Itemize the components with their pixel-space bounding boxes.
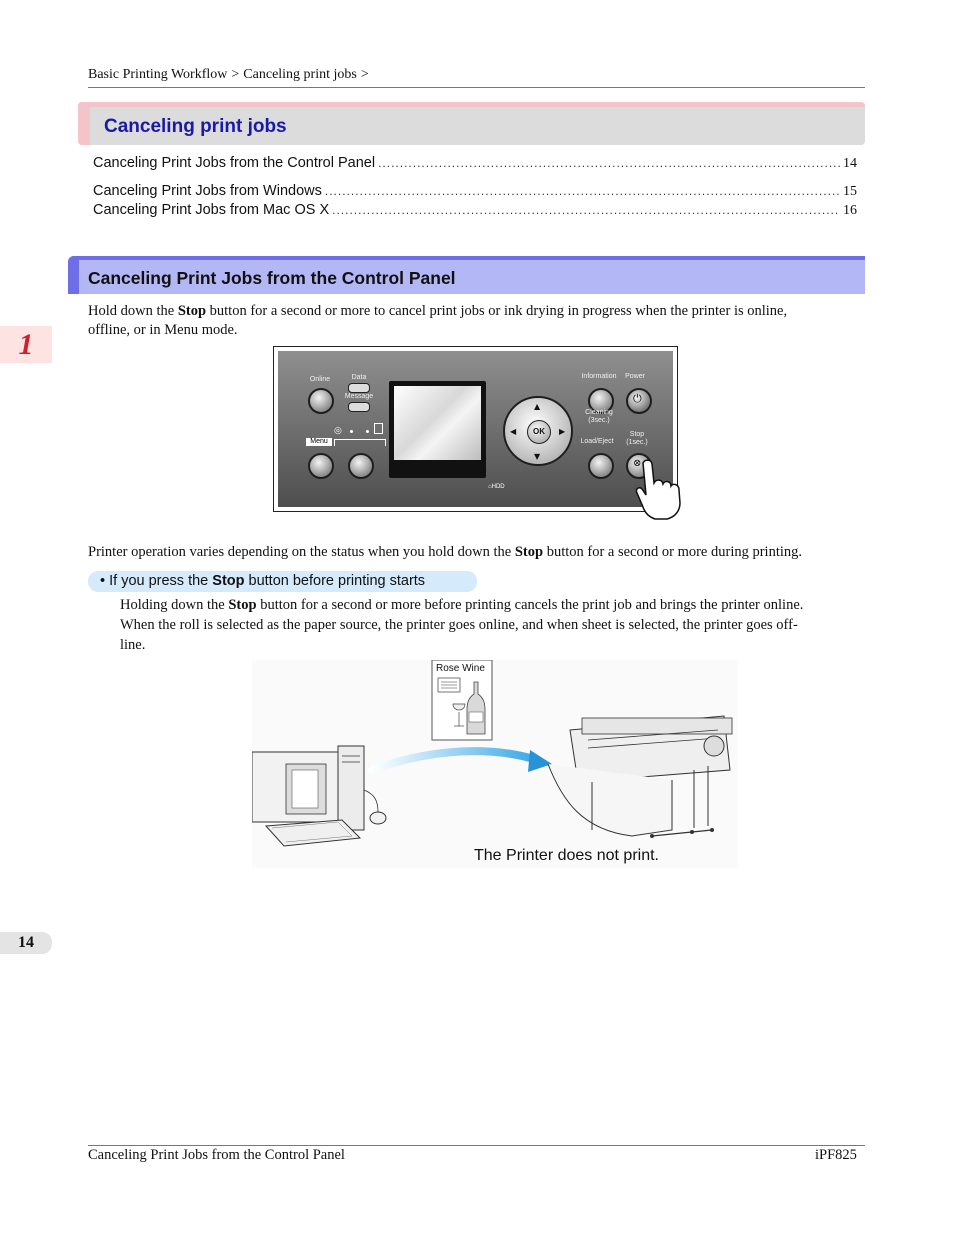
body-text: Holding down the bbox=[120, 597, 229, 613]
intro-text: offline, or in Menu mode. bbox=[88, 322, 238, 338]
paper-icon bbox=[374, 423, 383, 434]
control-panel-body bbox=[278, 351, 673, 507]
toc-leader-dots bbox=[378, 156, 840, 170]
left-arrow-icon: ◀ bbox=[510, 427, 517, 436]
section-heading-accent bbox=[68, 256, 79, 294]
control-panel-image bbox=[273, 346, 678, 512]
toc-entry-title[interactable]: Canceling Print Jobs from Windows bbox=[93, 183, 322, 199]
power-icon: ⏻ bbox=[633, 392, 642, 405]
toc-entry-page[interactable]: 15 bbox=[843, 184, 857, 199]
body-text: button for a second or more before printing cancels the print job and brings the printer online. bbox=[256, 597, 804, 613]
down-arrow-icon: ▼ bbox=[534, 452, 541, 461]
footer-section-title: Canceling Print Jobs from the Control Panel bbox=[88, 1147, 345, 1163]
toc-entry[interactable] bbox=[93, 183, 857, 200]
toc-entry-title[interactable]: Canceling Print Jobs from Mac OS X bbox=[93, 202, 330, 218]
ok-button: OK bbox=[527, 420, 551, 444]
intro-text: Hold down the bbox=[88, 303, 178, 319]
stop-emphasis: Stop bbox=[177, 303, 207, 319]
status-paragraph bbox=[88, 543, 868, 562]
bullet-text: button before printing starts bbox=[244, 573, 426, 589]
bullet-text: If you press the bbox=[109, 573, 213, 589]
toc-entry[interactable] bbox=[93, 155, 857, 172]
status-text: button for a second or more during printing. bbox=[543, 544, 803, 560]
page-number: 14 bbox=[0, 932, 52, 954]
stop-emphasis: Stop bbox=[212, 573, 245, 589]
cleaning-mode-icon: ◎ bbox=[334, 425, 342, 435]
intro-text: button for a second or more to cancel print jobs or ink drying in progress when the printer is online, bbox=[206, 303, 788, 319]
toc-entry[interactable] bbox=[93, 202, 857, 219]
status-text: Printer operation varies depending on the status when you hold down the bbox=[88, 544, 515, 560]
stop-label: Stop bbox=[629, 431, 645, 438]
illustration-caption: The Printer does not print. bbox=[474, 847, 659, 864]
breadcrumb-link-basic-printing-workflow[interactable]: Basic Printing Workflow bbox=[88, 67, 228, 82]
message-label: Message bbox=[344, 393, 374, 400]
header-rule bbox=[88, 87, 865, 88]
footer-model-name: iPF825 bbox=[815, 1147, 857, 1163]
message-indicator bbox=[348, 402, 370, 412]
bullet-heading bbox=[88, 571, 477, 592]
toc-leader-dots bbox=[332, 203, 840, 217]
chapter-title: Canceling print jobs bbox=[104, 116, 287, 137]
power-label: Power bbox=[625, 373, 645, 380]
chapter-heading-accent bbox=[78, 102, 90, 145]
stop-time-label: (1sec.) bbox=[626, 439, 648, 446]
online-label: Online bbox=[309, 376, 331, 383]
online-button bbox=[308, 388, 334, 414]
chapter-heading-accent bbox=[78, 102, 865, 107]
section-title: Canceling Print Jobs from the Control Panel bbox=[88, 268, 456, 288]
breadcrumb-separator: > bbox=[360, 67, 369, 82]
load-eject-label: Load/Eject bbox=[580, 438, 614, 445]
lamp-dot bbox=[366, 430, 369, 433]
cleaning-time-label: (3sec.) bbox=[588, 417, 610, 424]
body-text: When the roll is selected as the paper source, the printer goes online, and when sheet is selected, the printer goes off- bbox=[120, 617, 798, 633]
toc-entry-title[interactable]: Canceling Print Jobs from the Control Panel bbox=[93, 155, 376, 171]
stop-emphasis: Stop bbox=[228, 597, 257, 613]
toc-entry-page[interactable]: 14 bbox=[843, 156, 857, 171]
pointing-hand-icon bbox=[631, 459, 683, 521]
display-screen bbox=[389, 381, 486, 478]
body-text: line. bbox=[120, 637, 146, 653]
load-eject-button bbox=[588, 453, 614, 479]
chapter-tab[interactable]: 1 bbox=[0, 326, 52, 363]
menu-label: Menu bbox=[306, 438, 332, 446]
information-label: Information bbox=[581, 373, 617, 380]
bullet-body-paragraph bbox=[120, 595, 866, 655]
document-label: Rose Wine bbox=[436, 663, 485, 674]
bracket-line bbox=[334, 439, 386, 446]
data-label: Data bbox=[351, 374, 367, 381]
chapter-heading-box bbox=[78, 102, 865, 145]
menu-button bbox=[308, 453, 334, 479]
arrow-button bbox=[348, 453, 374, 479]
breadcrumb-link-canceling-print-jobs[interactable]: Canceling print jobs bbox=[243, 67, 357, 82]
up-arrow-icon: ▲ bbox=[534, 402, 541, 411]
direction-pad bbox=[503, 396, 573, 466]
toc-entry-page[interactable]: 16 bbox=[843, 203, 857, 218]
right-arrow-icon: ▶ bbox=[559, 427, 566, 436]
stop-icon: ⊗ bbox=[633, 458, 642, 469]
power-button bbox=[626, 388, 652, 414]
breadcrumb bbox=[88, 67, 373, 83]
stop-emphasis: Stop bbox=[514, 544, 544, 560]
data-indicator bbox=[348, 383, 370, 393]
bullet-marker: • bbox=[100, 573, 106, 589]
footer-rule bbox=[88, 1145, 865, 1146]
section-heading-accent bbox=[68, 256, 865, 260]
toc-leader-dots bbox=[325, 184, 840, 198]
lamp-dot bbox=[350, 430, 353, 433]
hdd-label: ⌂HDD bbox=[488, 484, 505, 490]
cleaning-label: Cleaning bbox=[585, 409, 613, 416]
print-flow-illustration bbox=[252, 660, 738, 868]
computer-to-printer-drawing bbox=[252, 660, 738, 868]
breadcrumb-separator: > bbox=[231, 67, 240, 82]
intro-paragraph bbox=[88, 302, 858, 340]
section-heading-box bbox=[68, 256, 865, 294]
